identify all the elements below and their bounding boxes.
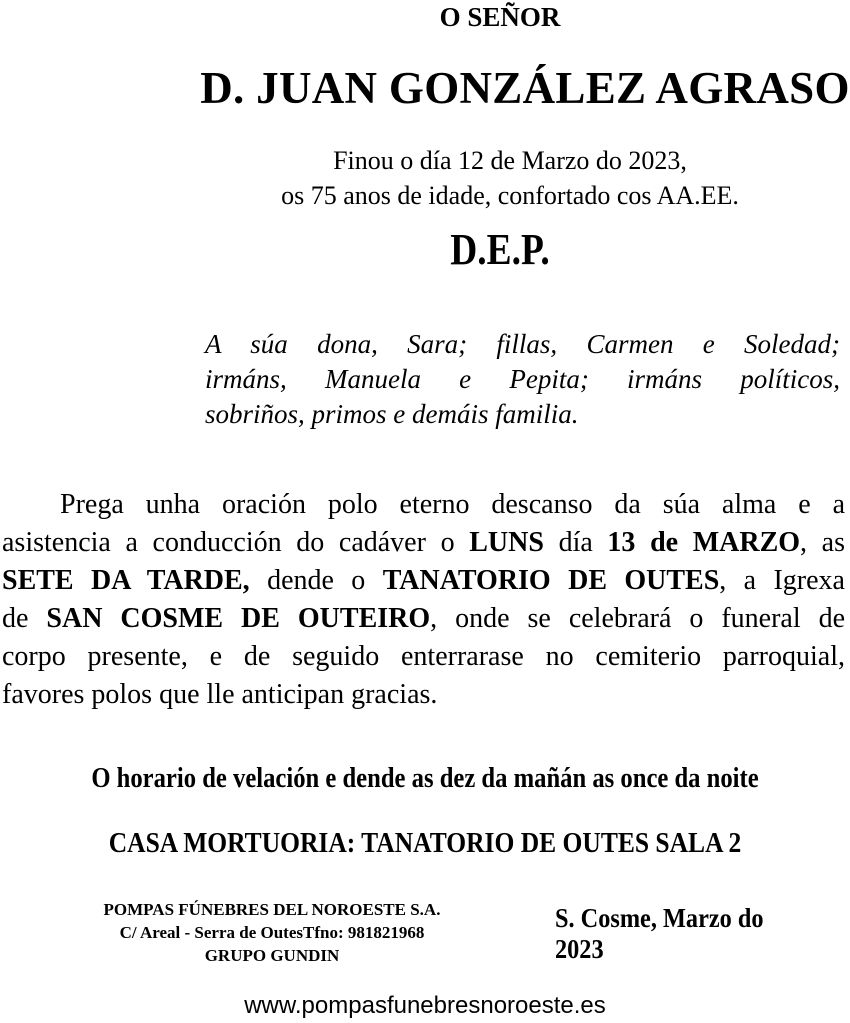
announcement-line: Prega unha oración polo eterno descanso da súa alma e a (60, 489, 845, 520)
deceased-name: D. JUAN GONZÁLEZ AGRASO (200, 63, 850, 113)
dep-heading: D.E.P. (450, 225, 550, 274)
church-name: SAN COSME DE OUTEIRO (46, 603, 431, 634)
family-mourners (205, 327, 840, 432)
announcement-line: corpo presente, e de seguido enterrarase no cemiterio parroquial, (2, 641, 845, 672)
website-link[interactable]: www.pompasfunebresnoroeste.es (244, 992, 606, 1019)
viewing-hours: O horario de velación e dende as dez da mañán as once da noite (91, 763, 759, 794)
family-line: sobriños, primos e demáis familia. (205, 399, 579, 429)
company-group: GRUPO GUNDIN (204, 946, 340, 965)
honorific-title: O SEÑOR (439, 2, 561, 32)
announcement-line: favores polos que lle anticipan gracias. (2, 679, 438, 710)
announcement-line: asistencia a conducción do cadáver o LUNS día 13 de MARZO, as (2, 527, 845, 558)
place-date: S. Cosme, Marzo do 2023 (555, 903, 764, 964)
funeral-announcement (2, 486, 845, 714)
family-line: irmáns, Manuela e Pepita; irmáns políticos, (205, 364, 840, 394)
death-date-line: Finou o día 12 de Marzo do 2023, (333, 146, 687, 175)
announcement-line: SETE DA TARDE, dende o TANATORIO DE OUTES, a Igrexa (2, 565, 845, 596)
announcement-line: de SAN COSME DE OUTEIRO, onde se celebrará o funeral de (2, 603, 845, 634)
family-line: A súa dona, Sara; fillas, Carmen e Soledad; (205, 329, 840, 359)
mortuary-location: CASA MORTUORIA: TANATORIO DE OUTES SALA 2 (108, 827, 742, 859)
funeral-date: 13 de MARZO (607, 527, 801, 558)
company-name: POMPAS FÚNEBRES DEL NOROESTE S.A. (103, 900, 441, 919)
funeral-time: SETE DA TARDE, (2, 565, 250, 596)
death-info (260, 143, 760, 213)
funeral-company (62, 898, 482, 967)
funeral-home: TANATORIO DE OUTES (382, 565, 720, 596)
funeral-day: LUNS (469, 527, 544, 558)
age-line: os 75 anos de idade, confortado cos AA.EE. (281, 181, 739, 210)
company-address: C/ Areal - Serra de OutesTfno: 981821968 (119, 923, 425, 942)
